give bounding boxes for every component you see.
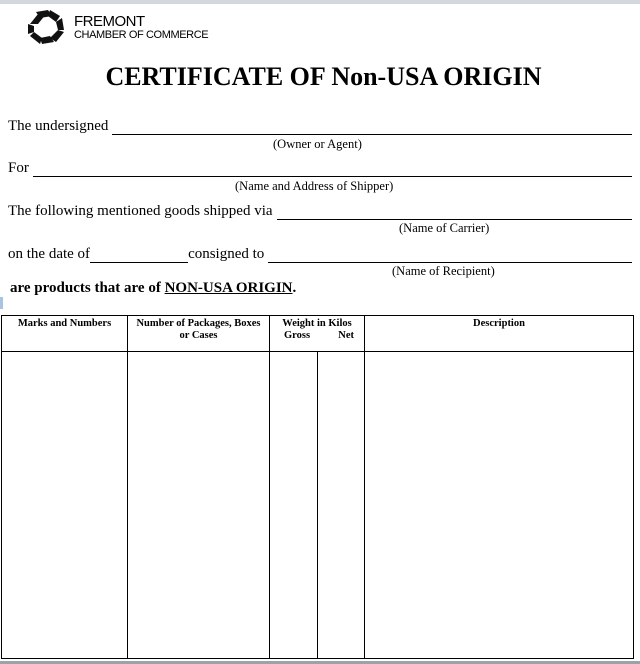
goods-table (1, 315, 634, 659)
logo-line-1: FREMONT (74, 12, 145, 30)
origin-statement (10, 280, 296, 297)
shipped-via-row (8, 203, 632, 220)
fremont-chamber-logo-icon (26, 8, 68, 46)
date-label: on the date of (8, 246, 91, 262)
recipient-caption: (Name of Recipient) (392, 264, 495, 278)
origin-emphasis: NON-USA ORIGIN (164, 280, 293, 296)
header-weight-label: Weight in Kilos (282, 318, 352, 329)
undersigned-field[interactable] (112, 120, 632, 135)
header-weight (270, 316, 365, 352)
shipped-via-label: The following mentioned goods shipped via (8, 203, 273, 219)
table-header-row (2, 316, 634, 352)
carrier-caption: (Name of Carrier) (399, 221, 490, 235)
consigned-label: consigned to (188, 246, 265, 262)
header-description: Description (365, 316, 634, 352)
header-net: Net (338, 330, 354, 341)
header-packages (128, 316, 270, 352)
table-row (2, 352, 634, 659)
window-top-edge (0, 0, 640, 4)
margin-marker (0, 297, 3, 309)
cell-packages[interactable] (128, 352, 270, 659)
origin-prefix: are products that are of (10, 280, 165, 296)
cell-description[interactable] (365, 352, 634, 659)
undersigned-label: The undersigned (8, 118, 109, 134)
cell-marks[interactable] (2, 352, 128, 659)
origin-suffix: . (292, 280, 297, 296)
shipper-caption: (Name and Address of Shipper) (235, 179, 394, 193)
shipper-field[interactable] (33, 162, 632, 177)
cell-gross[interactable] (270, 352, 318, 659)
chamber-logo (26, 8, 208, 46)
header-packages-line1: Number of Packages, Boxes (136, 318, 261, 329)
date-consigned-row (8, 246, 632, 263)
header-packages-line2: or Cases (179, 330, 218, 341)
for-row (8, 160, 632, 177)
carrier-field[interactable] (277, 205, 632, 220)
for-label: For (8, 160, 29, 176)
recipient-field[interactable] (268, 248, 632, 263)
undersigned-row (8, 118, 632, 135)
header-gross: Gross (284, 330, 311, 341)
logo-line-2: CHAMBER OF COMMERCE (74, 28, 209, 41)
cell-net[interactable] (318, 352, 365, 659)
page-title: CERTIFICATE OF Non-USA ORIGIN (105, 62, 542, 91)
undersigned-caption: (Owner or Agent) (273, 137, 362, 151)
header-marks: Marks and Numbers (2, 316, 128, 352)
date-field[interactable] (90, 248, 188, 263)
